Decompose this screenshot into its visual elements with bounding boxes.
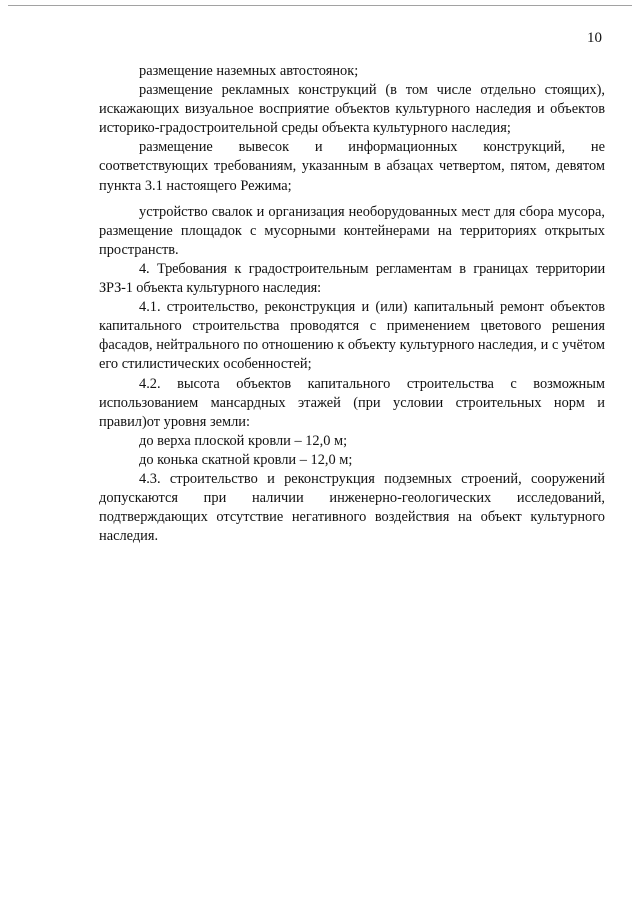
paragraph-advertising: размещение рекламных конструкций (в том числе отдельно стоящих), искажающих визуальное восприятие объектов культурного наследия и объектов историко-градостроительной среды объекта культурного наследия; <box>99 82 605 137</box>
height-pitched-roof: до конька скатной кровли – 12,0 м; <box>139 451 353 468</box>
section-4-heading: 4. Требования к градостроительным регламентам в границах территории ЗРЗ-1 объекта культурного наследия: <box>99 260 605 297</box>
scan-edge-line <box>8 5 632 6</box>
height-flat-roof: до верха плоской кровли – 12,0 м; <box>139 432 348 449</box>
paragraph-4-2: 4.2. высота объектов капитального строительства с возможным использованием мансардных этажей (при условии строительных норм и правил)от уровня земли: <box>99 375 605 430</box>
paragraph-signs: размещение вывесок и информационных конструкций, не соответствующих требованиям, указанным в абзацах четвертом, пятом, девятом пункта 3.1 настоящего Режима; <box>99 139 605 194</box>
paragraph-4-3: 4.3. строительство и реконструкция подземных строений, сооружений допускаются при наличии инженерно-геологических исследований, подтверждающих отсутствие негативного воздействия на объект культурного наследия. <box>99 470 605 545</box>
page-number: 10 <box>587 30 602 46</box>
paragraph-parking: размещение наземных автостоянок; <box>139 63 359 79</box>
paragraph-4-1: 4.1. строительство, реконструкция и (или) капитальный ремонт объектов капитального строительства проводятся с применением цветового решения фасадов, нейтрального по отношению к объекту культурного наследия, и с учётом его стилистических особенностей; <box>99 299 605 373</box>
paragraph-dumps: устройство свалок и организация необорудованных мест для сбора мусора, размещение площадок с мусорными контейнерами на территориях открытых пространств. <box>99 203 605 258</box>
document-body <box>99 62 605 546</box>
